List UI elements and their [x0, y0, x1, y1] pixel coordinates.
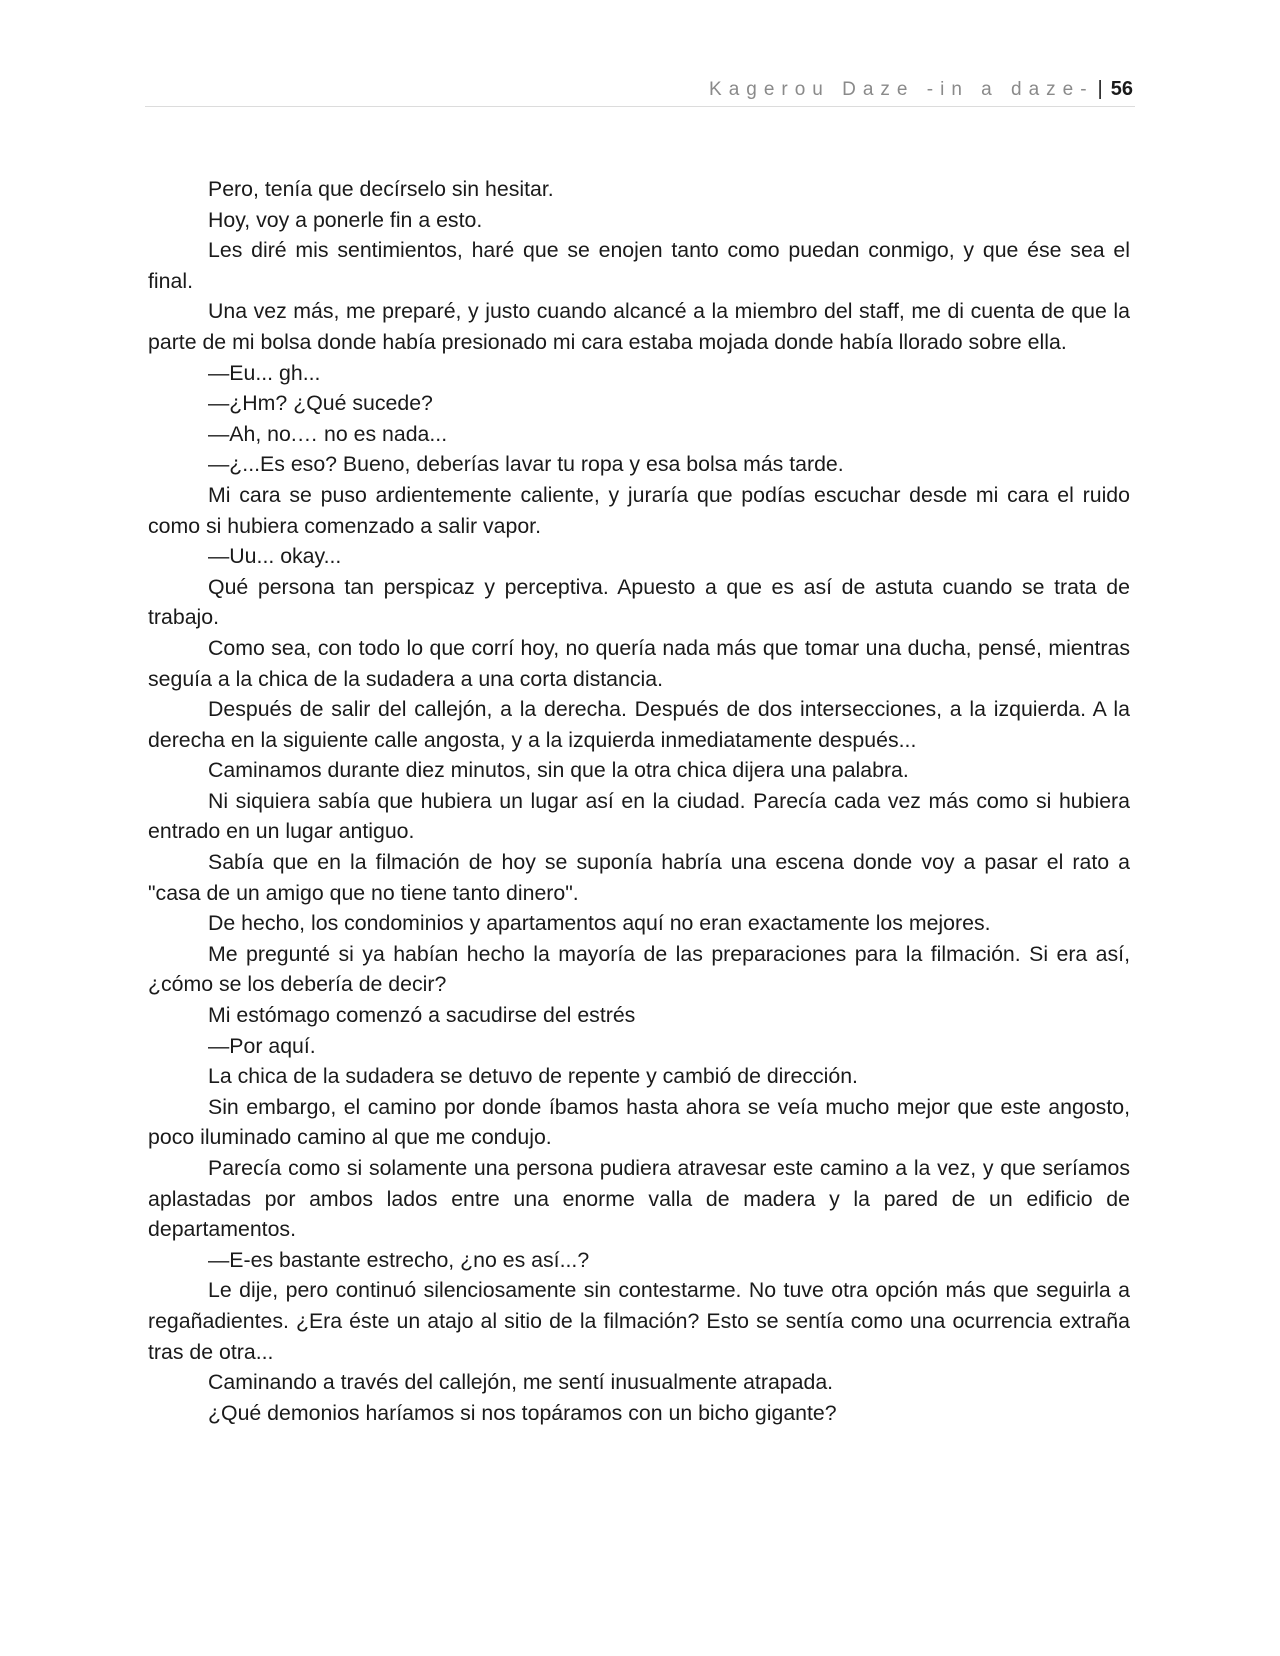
dialogue-line: —¿...Es eso? Bueno, deberías lavar tu ropa y esa bolsa más tarde. [208, 452, 844, 477]
dialogue-line: —Eu... gh... [208, 360, 321, 385]
paragraph: Mi estómago comenzó a sacudirse del estrés [208, 1003, 636, 1028]
header-content [709, 78, 1133, 101]
paragraph: La chica de la sudadera se detuvo de repente y cambió de dirección. [208, 1064, 858, 1089]
dialogue-line: —Por aquí. [208, 1033, 316, 1058]
running-header [145, 70, 1135, 107]
header-separator: | [1097, 78, 1103, 100]
paragraph: Una vez más, me preparé, y justo cuando alcancé a la miembro del staff, me di cuenta de que la parte de mi bolsa donde había presionado mi cara estaba mojada donde había llorado sobre ella. [148, 299, 1130, 354]
body-text [148, 174, 1130, 1428]
page-number: 56 [1110, 78, 1133, 100]
paragraph: Sin embargo, el camino por donde íbamos hasta ahora se veía mucho mejor que este angosto, poco iluminado camino al que me condujo. [148, 1094, 1130, 1150]
dialogue-line: —Ah, no.… no es nada... [208, 421, 448, 446]
paragraph: Me pregunté si ya habían hecho la mayoría de las preparaciones para la filmación. Si era así, ¿cómo se los debería de decir? [148, 941, 1130, 997]
paragraph: Les diré mis sentimientos, haré que se enojen tanto como puedan conmigo, y que ése sea el final. [148, 238, 1130, 293]
dialogue-line: —¿Hm? ¿Qué sucede? [208, 391, 433, 416]
paragraph: Ni siquiera sabía que hubiera un lugar así en la ciudad. Parecía cada vez más como si hubiera entrado en un lugar antiguo. [148, 788, 1130, 844]
paragraph: Pero, tenía que decírselo sin hesitar. [208, 177, 554, 201]
paragraph: Hoy, voy a ponerle fin a esto. [208, 207, 483, 232]
paragraph: Le dije, pero continuó silenciosamente sin contestarme. No tuve otra opción más que seguirla a regañadientes. ¿Era éste un atajo al sitio de la filmación? Esto se sentía como una ocurrencia extraña tras de otra... [148, 1278, 1130, 1364]
book-title: Kagerou Daze -in a daze- [709, 78, 1094, 100]
paragraph: Parecía como si solamente una persona pudiera atravesar este camino a la vez, y que seríamos aplastadas por ambos lados entre una enorme valla de madera y la pared de un edificio de departamentos. [148, 1156, 1130, 1242]
paragraph: Como sea, con todo lo que corrí hoy, no quería nada más que tomar una ducha, pensé, mientras seguía a la chica de la sudadera a una corta distancia. [148, 635, 1130, 691]
paragraph: De hecho, los condominios y apartamentos aquí no eran exactamente los mejores. [208, 911, 991, 936]
paragraph: Sabía que en la filmación de hoy se suponía habría una escena donde voy a pasar el rato a "casa de un amigo que no tiene tanto dinero". [148, 850, 1130, 905]
dialogue-line: —Uu... okay... [208, 544, 342, 569]
paragraph: Qué persona tan perspicaz y perceptiva. Apuesto a que es así de astuta cuando se trata de trabajo. [148, 574, 1130, 630]
paragraph: Caminando a través del callejón, me sentí inusualmente atrapada. [208, 1370, 834, 1395]
dialogue-line: —E-es bastante estrecho, ¿no es así...? [208, 1247, 590, 1272]
paragraph: ¿Qué demonios haríamos si nos topáramos con un bicho gigante? [208, 1400, 837, 1425]
paragraph: Mi cara se puso ardientemente caliente, y juraría que podías escuchar desde mi cara el ruido como si hubiera comenzado a salir vapor. [148, 482, 1130, 538]
paragraph: Después de salir del callejón, a la derecha. Después de dos intersecciones, a la izquierda. A la derecha en la siguiente calle angosta, y a la izquierda inmediatamente después... [148, 697, 1130, 752]
paragraph: Caminamos durante diez minutos, sin que la otra chica dijera una palabra. [208, 758, 909, 783]
